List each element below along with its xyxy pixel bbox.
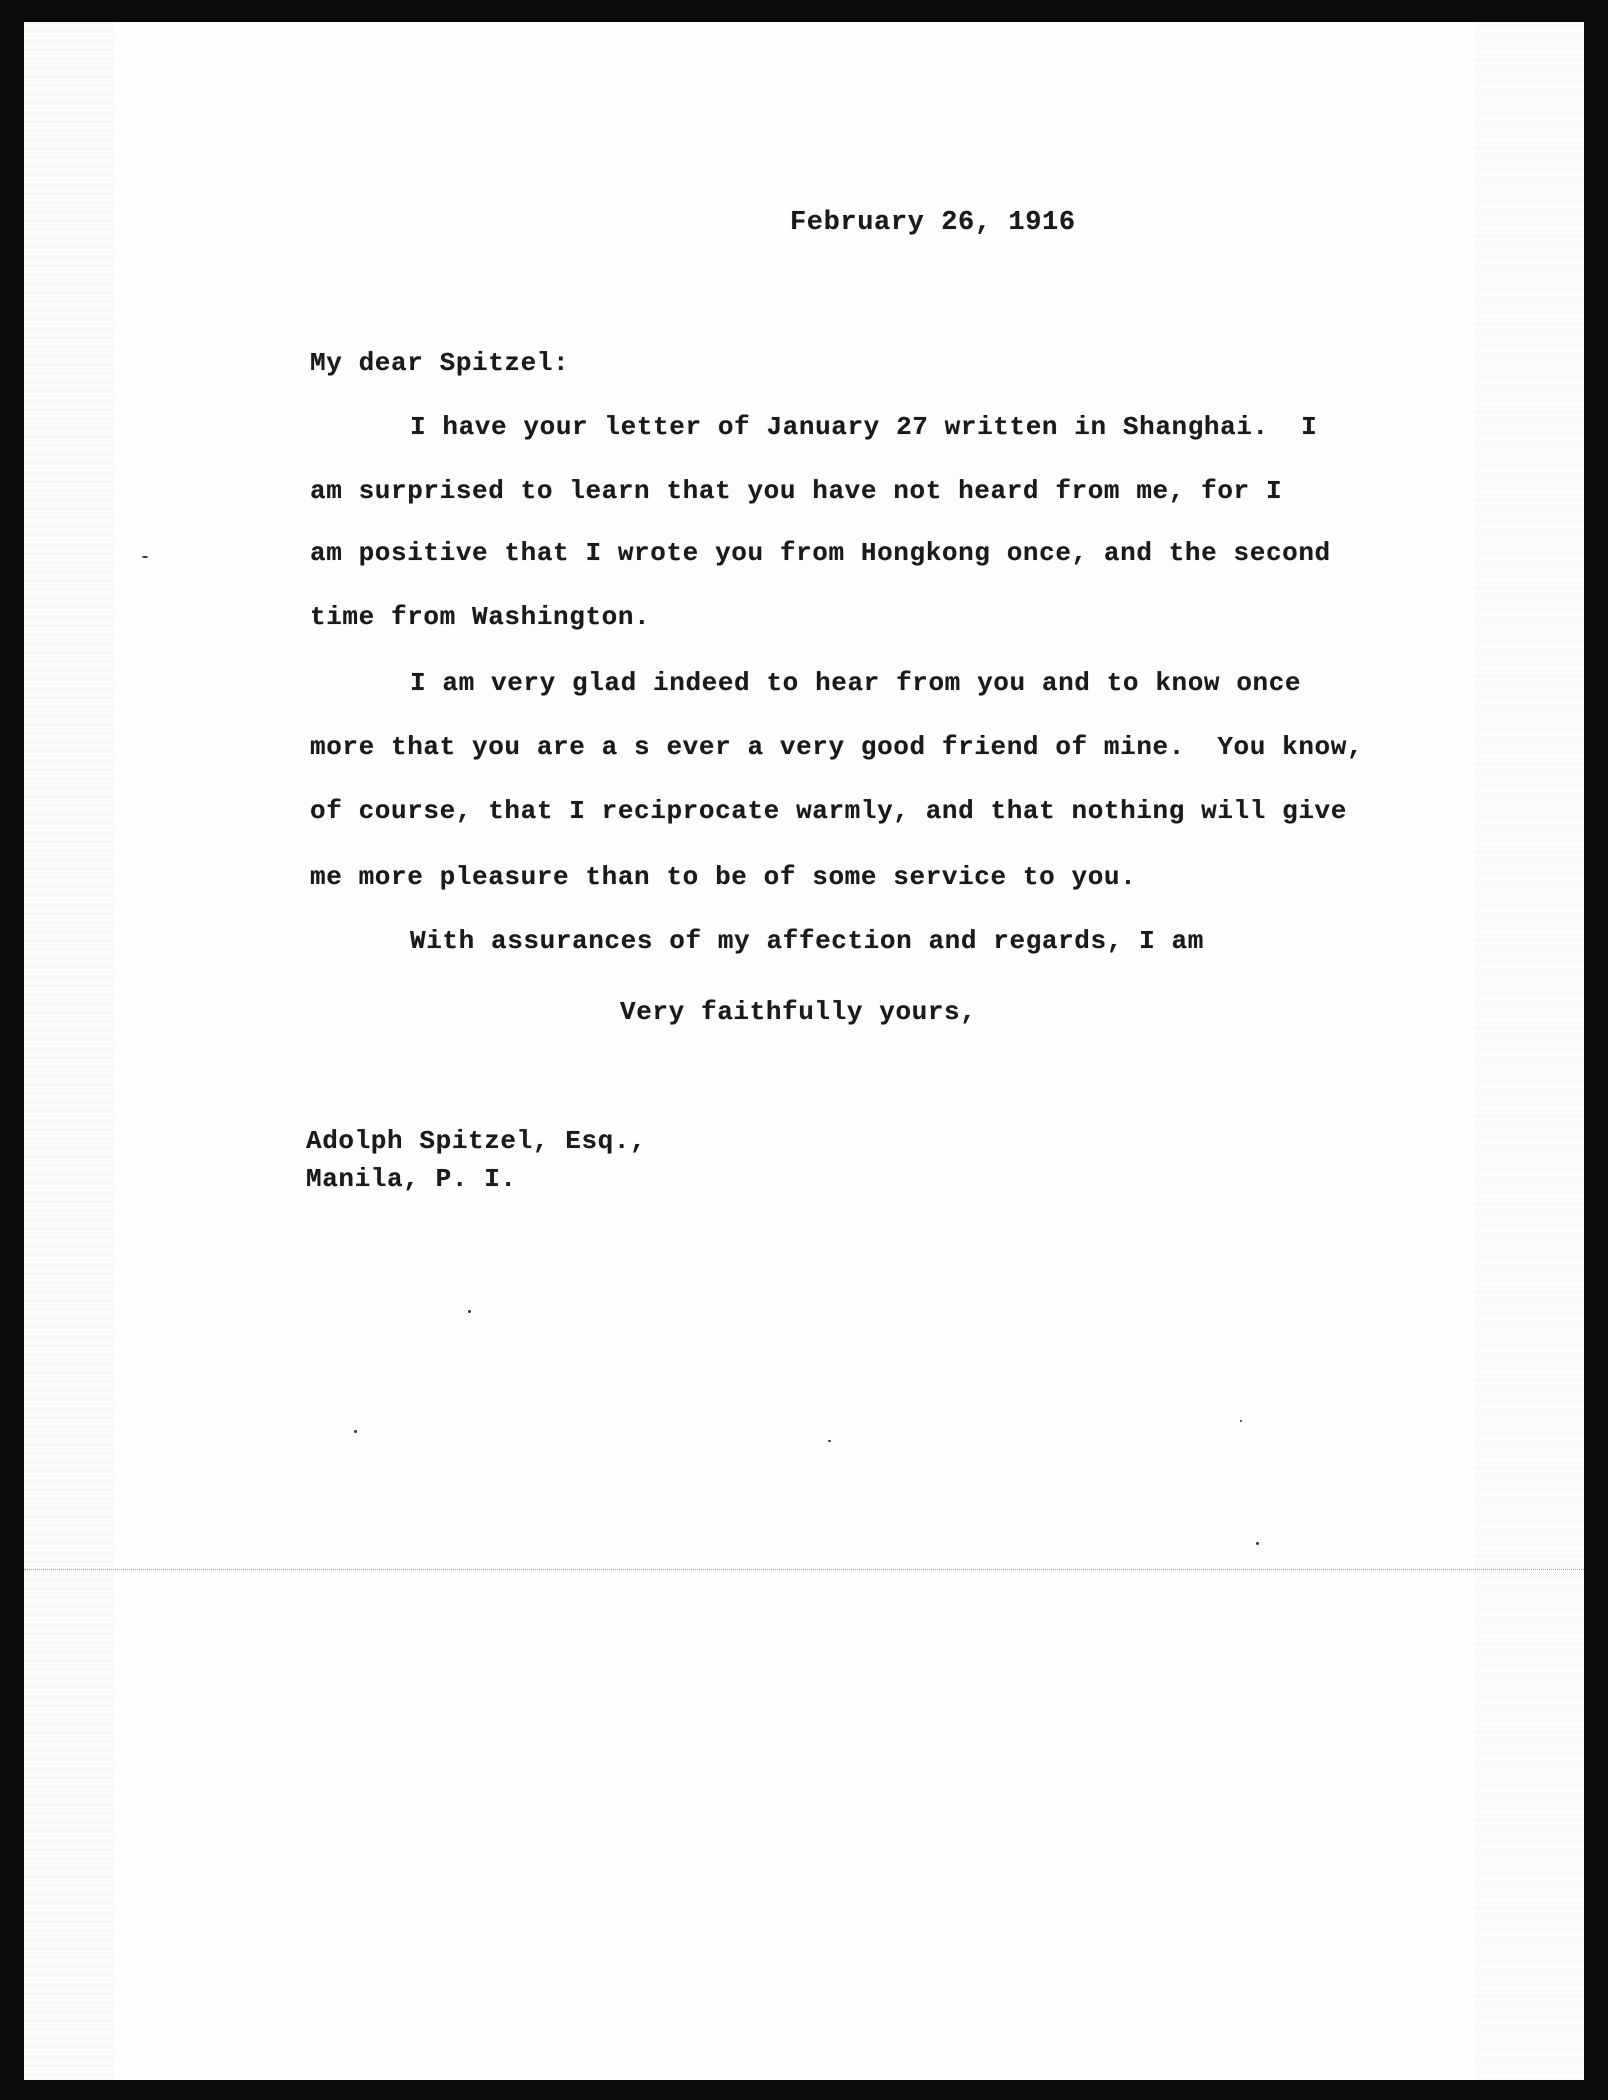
- scan-speck: [142, 556, 148, 558]
- letter-page: [24, 22, 1584, 2080]
- scan-speck: [1240, 1420, 1242, 1422]
- paragraph-1-line-3: am positive that I wrote you from Hongkong once, and the second: [310, 538, 1331, 568]
- address-line-1: Adolph Spitzel, Esq.,: [306, 1126, 647, 1156]
- paragraph-2-line-4: me more pleasure than to be of some service to you.: [310, 862, 1137, 892]
- paragraph-2-line-2: more that you are a s ever a very good friend of mine. You know,: [310, 732, 1364, 762]
- paragraph-2-line-3: of course, that I reciprocate warmly, and that nothing will give: [310, 796, 1347, 826]
- complimentary-close: Very faithfully yours,: [620, 997, 977, 1027]
- fold-line: [24, 1569, 1584, 1570]
- paragraph-2-line-1: I am very glad indeed to hear from you and to know once: [410, 668, 1302, 698]
- salutation: My dear Spitzel:: [310, 348, 570, 378]
- paragraph-1-line-1: I have your letter of January 27 written in Shanghai. I: [410, 412, 1318, 442]
- scan-noise-left: [24, 22, 114, 2080]
- scan-speck: [468, 1310, 471, 1313]
- scan-speck: [354, 1430, 357, 1433]
- paragraph-1-line-2: am surprised to learn that you have not heard from me, for I: [310, 476, 1283, 506]
- letter-date: February 26, 1916: [790, 208, 1076, 238]
- paragraph-1-line-4: time from Washington.: [310, 602, 651, 632]
- scan-noise-right: [1474, 22, 1584, 2080]
- paragraph-3: With assurances of my affection and regards, I am: [410, 926, 1204, 956]
- scan-speck: [1256, 1542, 1259, 1545]
- address-line-2: Manila, P. I.: [306, 1164, 517, 1194]
- scan-speck: [828, 1440, 831, 1442]
